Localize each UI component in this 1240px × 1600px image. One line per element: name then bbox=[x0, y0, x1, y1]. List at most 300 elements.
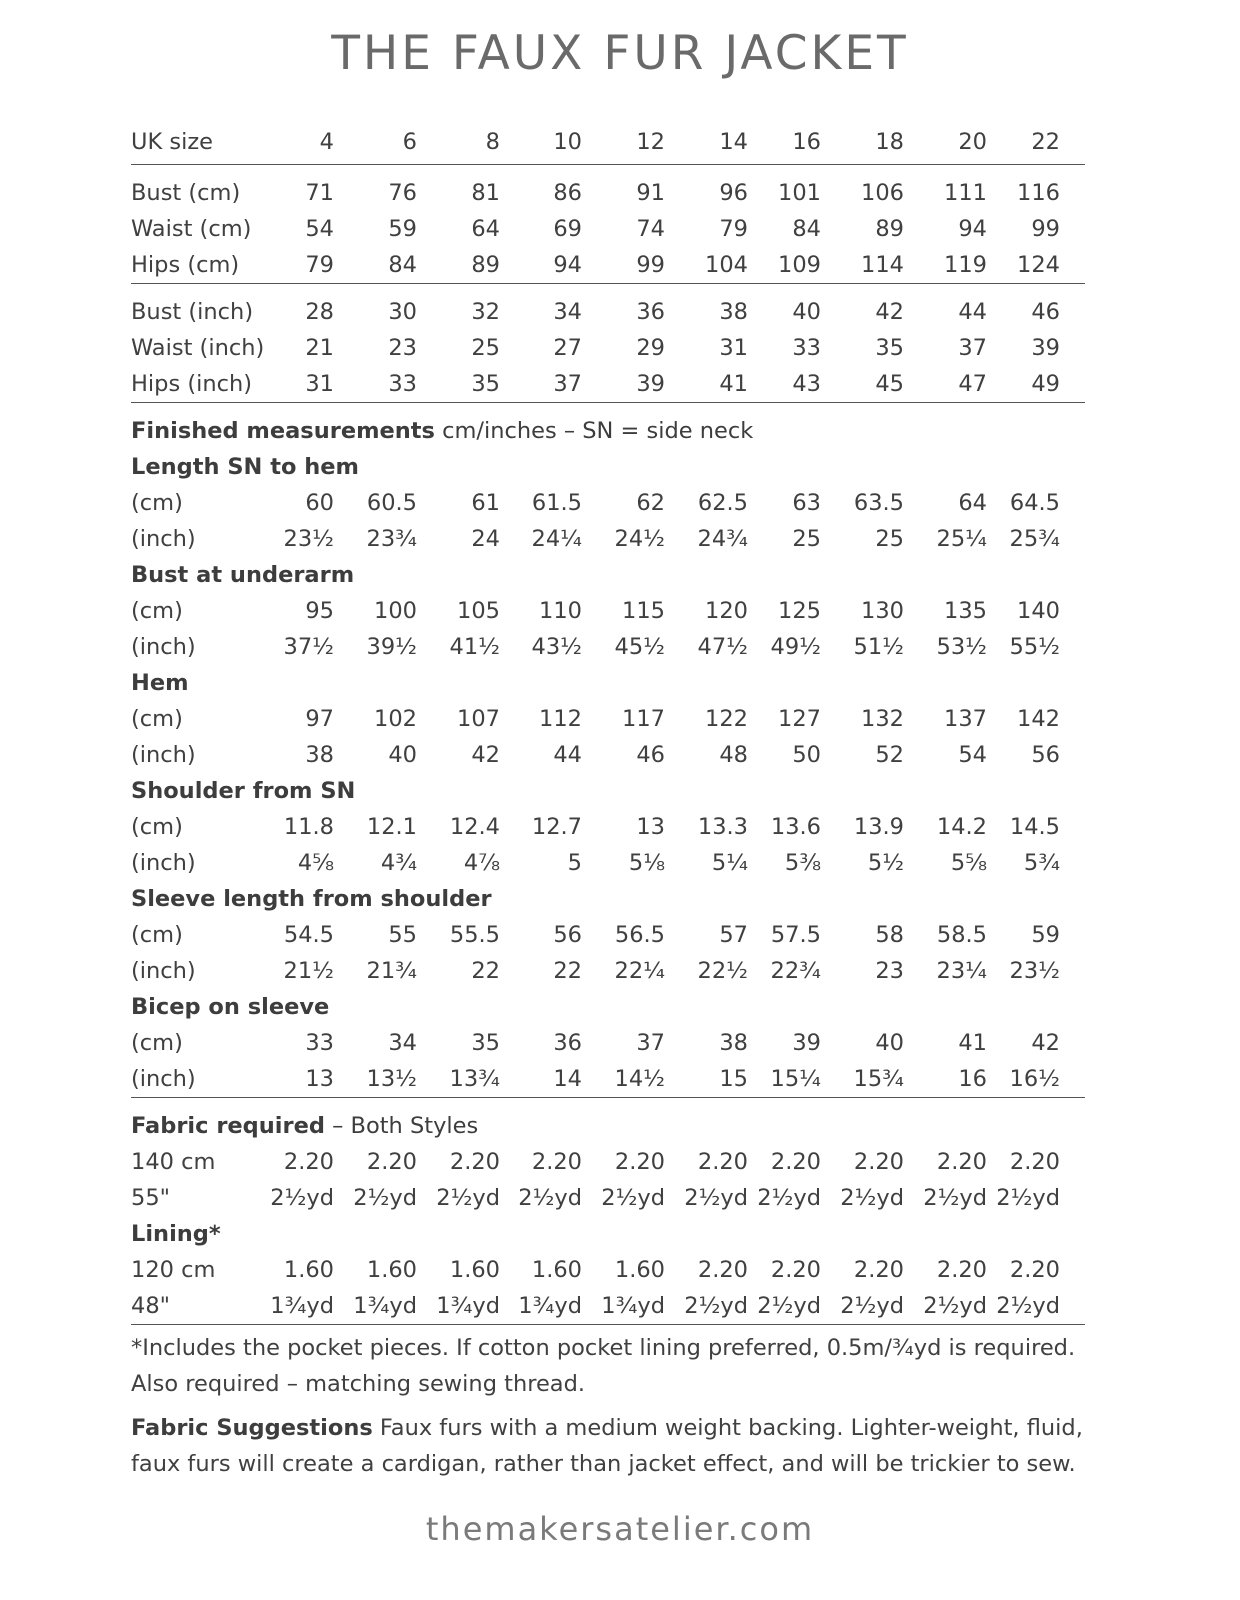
table-cell: 25 bbox=[471, 335, 500, 361]
table-cell: 23 bbox=[875, 958, 904, 984]
group-cm-row bbox=[131, 485, 1085, 521]
table-cell: 36 bbox=[553, 1030, 582, 1056]
table-cell: 64 bbox=[471, 216, 500, 242]
table-cell: 2.20 bbox=[283, 1149, 334, 1175]
table-cell: 89 bbox=[417, 247, 500, 284]
table-cell: 39 bbox=[1031, 335, 1060, 361]
table-cell: 14.2 bbox=[936, 814, 987, 840]
table-cell: 41 bbox=[958, 1030, 987, 1056]
row-label: Hips (cm) bbox=[131, 247, 270, 284]
table-cell: 46 bbox=[1031, 299, 1060, 325]
row-label: 55" bbox=[131, 1185, 170, 1211]
header-row bbox=[131, 120, 1085, 165]
table-cell: 54 bbox=[305, 216, 334, 242]
finished-heading-row bbox=[131, 403, 1085, 450]
table-cell-spacer bbox=[1060, 593, 1085, 629]
table-cell: 79 bbox=[719, 216, 748, 242]
footnote-line-1: *Includes the pocket pieces. If cotton pocket lining preferred, 0.5m/¾yd is required. bbox=[131, 1335, 1076, 1361]
table-cell: 2½yd bbox=[904, 1288, 987, 1325]
table-cell: 84 bbox=[792, 216, 821, 242]
table-cell: 1.60 bbox=[366, 1257, 417, 1283]
group-inch-row bbox=[131, 629, 1085, 665]
table-cell: 105 bbox=[457, 598, 500, 624]
table-cell: 2.20 bbox=[853, 1149, 904, 1175]
table-cell: 2.20 bbox=[853, 1257, 904, 1283]
table-cell: 1¾yd bbox=[417, 1288, 500, 1325]
table-cell: 109 bbox=[748, 247, 821, 284]
table-cell: 102 bbox=[374, 706, 417, 732]
table-cell: 63 bbox=[792, 490, 821, 516]
table-cell: 32 bbox=[471, 299, 500, 325]
table-cell: 20 bbox=[904, 120, 987, 165]
table-cell: 22 bbox=[553, 958, 582, 984]
table-cell: 54 bbox=[958, 742, 987, 768]
table-cell-spacer bbox=[1060, 1288, 1085, 1325]
table-cell: 42 bbox=[1031, 1030, 1060, 1056]
table-cell: 76 bbox=[388, 180, 417, 206]
table-cell: 15¼ bbox=[748, 1061, 821, 1098]
table-cell: 33 bbox=[792, 335, 821, 361]
finished-heading: Finished measurements bbox=[131, 418, 435, 444]
body-inch-row bbox=[131, 284, 1085, 331]
row-label: (inch) bbox=[131, 958, 196, 984]
group-inch-row bbox=[131, 1061, 1085, 1098]
table-cell: 1.60 bbox=[531, 1257, 582, 1283]
table-cell: 13 bbox=[636, 814, 665, 840]
table-cell: 33 bbox=[305, 1030, 334, 1056]
table-cell: 15¾ bbox=[821, 1061, 904, 1098]
table-cell: 13.3 bbox=[697, 814, 748, 840]
row-label: Sleeve length from shoulder bbox=[131, 886, 492, 912]
row-label: 120 cm bbox=[131, 1257, 216, 1283]
table-cell: 89 bbox=[875, 216, 904, 242]
table-cell: 37 bbox=[500, 366, 582, 403]
row-label: 140 cm bbox=[131, 1149, 216, 1175]
row-label: (inch) bbox=[131, 526, 196, 552]
table-cell: 53½ bbox=[936, 634, 987, 660]
table-cell: 18 bbox=[821, 120, 904, 165]
table-cell: 14 bbox=[500, 1061, 582, 1098]
fabric-heading: Fabric required bbox=[131, 1113, 325, 1139]
table-cell-spacer bbox=[1060, 284, 1085, 331]
table-cell: 6 bbox=[334, 120, 417, 165]
table-cell: 42 bbox=[471, 742, 500, 768]
table-cell: 21½ bbox=[283, 958, 334, 984]
body-cm-row bbox=[131, 247, 1085, 284]
table-cell: 81 bbox=[471, 180, 500, 206]
table-cell: 55.5 bbox=[449, 922, 500, 948]
table-cell-spacer bbox=[1060, 1252, 1085, 1288]
group-title-row bbox=[131, 449, 1085, 485]
table-cell: 61 bbox=[471, 490, 500, 516]
table-cell: 27 bbox=[553, 335, 582, 361]
table-cell-spacer bbox=[1060, 953, 1085, 989]
table-cell: 37 bbox=[958, 335, 987, 361]
row-label: Bicep on sleeve bbox=[131, 994, 330, 1020]
table-cell: 1¾yd bbox=[500, 1288, 582, 1325]
table-cell: 5¾ bbox=[1023, 850, 1060, 876]
table-cell: 43 bbox=[748, 366, 821, 403]
table-cell: 140 bbox=[1017, 598, 1060, 624]
group-title-row bbox=[131, 773, 1085, 809]
table-cell: 5⅝ bbox=[950, 850, 987, 876]
table-cell: 12 bbox=[582, 120, 665, 165]
row-label: Bust (cm) bbox=[131, 180, 241, 206]
table-cell: 2.20 bbox=[531, 1149, 582, 1175]
table-cell: 13 bbox=[270, 1061, 334, 1098]
table-cell: 14½ bbox=[582, 1061, 665, 1098]
body-inch-row bbox=[131, 366, 1085, 403]
table-cell: 110 bbox=[539, 598, 582, 624]
footer-website: themakersatelier.com bbox=[425, 1510, 815, 1548]
table-cell: 40 bbox=[388, 742, 417, 768]
table-cell-spacer bbox=[1060, 1061, 1085, 1098]
page-title: THE FAUX FUR JACKET bbox=[331, 26, 909, 81]
table-cell: 45 bbox=[821, 366, 904, 403]
table-cell: 62 bbox=[636, 490, 665, 516]
group-cm-row bbox=[131, 1025, 1085, 1061]
table-cell: 104 bbox=[665, 247, 748, 284]
table-cell: 45½ bbox=[614, 634, 665, 660]
row-label: (cm) bbox=[131, 922, 183, 948]
table-cell: 95 bbox=[305, 598, 334, 624]
table-cell: 60 bbox=[305, 490, 334, 516]
table-cell: 4⅝ bbox=[297, 850, 334, 876]
table-cell: 2.20 bbox=[614, 1149, 665, 1175]
table-cell: 16½ bbox=[987, 1061, 1060, 1098]
table-cell: 50 bbox=[792, 742, 821, 768]
group-inch-row bbox=[131, 521, 1085, 557]
table-cell: 5⅜ bbox=[784, 850, 821, 876]
row-label: (inch) bbox=[131, 850, 196, 876]
group-cm-row bbox=[131, 701, 1085, 737]
table-cell: 38 bbox=[719, 299, 748, 325]
table-cell: 71 bbox=[305, 180, 334, 206]
table-cell: 14.5 bbox=[1009, 814, 1060, 840]
table-cell: 29 bbox=[636, 335, 665, 361]
table-cell: 135 bbox=[944, 598, 987, 624]
table-cell: 15 bbox=[665, 1061, 748, 1098]
table-cell: 64.5 bbox=[1009, 490, 1060, 516]
table-cell: 2½yd bbox=[923, 1185, 987, 1211]
table-cell: 1¾yd bbox=[270, 1288, 334, 1325]
finished-heading-note: cm/inches – SN = side neck bbox=[434, 418, 754, 444]
row-label: Waist (inch) bbox=[131, 335, 265, 361]
table-cell: 2.20 bbox=[770, 1257, 821, 1283]
table-cell: 58 bbox=[875, 922, 904, 948]
table-cell: 130 bbox=[861, 598, 904, 624]
group-inch-row bbox=[131, 737, 1085, 773]
table-cell: 100 bbox=[374, 598, 417, 624]
table-cell: 41 bbox=[665, 366, 748, 403]
table-cell: 58.5 bbox=[936, 922, 987, 948]
body-inch-row bbox=[131, 330, 1085, 366]
body-cm-row bbox=[131, 165, 1085, 212]
table-cell: 33 bbox=[334, 366, 417, 403]
table-cell: 2.20 bbox=[936, 1149, 987, 1175]
table-cell: 112 bbox=[539, 706, 582, 732]
table-cell: 2½yd bbox=[757, 1185, 821, 1211]
row-label: (cm) bbox=[131, 490, 183, 516]
row-label bbox=[131, 403, 1060, 450]
row-label: Length SN to hem bbox=[131, 454, 359, 480]
group-cm-row bbox=[131, 593, 1085, 629]
table-cell: 12.1 bbox=[366, 814, 417, 840]
table-cell: 2½yd bbox=[684, 1185, 748, 1211]
table-cell: 24¼ bbox=[531, 526, 582, 552]
table-cell: 86 bbox=[553, 180, 582, 206]
table-cell: 119 bbox=[904, 247, 987, 284]
table-cell-spacer bbox=[1060, 211, 1085, 247]
fabric-suggestions-line-1: Faux furs with a medium weight backing. Lighter-weight, fluid, bbox=[372, 1415, 1083, 1441]
table-cell: 36 bbox=[636, 299, 665, 325]
row-label: Hips (inch) bbox=[131, 366, 270, 403]
table-cell: 2.20 bbox=[697, 1257, 748, 1283]
row-label: (inch) bbox=[131, 1061, 270, 1098]
table-cell: 25¼ bbox=[936, 526, 987, 552]
table-cell: 57.5 bbox=[770, 922, 821, 948]
table-cell: 22¼ bbox=[614, 958, 665, 984]
table-cell: 5 bbox=[567, 850, 582, 876]
table-cell: 47 bbox=[904, 366, 987, 403]
table-cell-spacer bbox=[1060, 809, 1085, 845]
table-cell: 2½yd bbox=[270, 1185, 334, 1211]
table-cell: 5¼ bbox=[711, 850, 748, 876]
table-cell: 2½yd bbox=[987, 1288, 1060, 1325]
table-cell: 25¾ bbox=[1009, 526, 1060, 552]
table-cell: 55 bbox=[388, 922, 417, 948]
table-cell: 2.20 bbox=[449, 1149, 500, 1175]
table-cell: 1.60 bbox=[614, 1257, 665, 1283]
table-cell-spacer bbox=[1060, 485, 1085, 521]
table-cell: 21 bbox=[305, 335, 334, 361]
table-cell: 54.5 bbox=[283, 922, 334, 948]
table-cell: 1¾yd bbox=[334, 1288, 417, 1325]
table-cell: 47½ bbox=[697, 634, 748, 660]
table-cell: 35 bbox=[875, 335, 904, 361]
table-cell: 120 bbox=[705, 598, 748, 624]
table-cell: 34 bbox=[388, 1030, 417, 1056]
table-cell: 97 bbox=[305, 706, 334, 732]
table-cell: 16 bbox=[748, 120, 821, 165]
body-cm-row bbox=[131, 211, 1085, 247]
group-title-row bbox=[131, 881, 1085, 917]
fabric-suggestions-line-2: faux furs will create a cardigan, rather than jacket effect, and will be trickier to sew. bbox=[131, 1451, 1076, 1477]
table-cell: 1¾yd bbox=[582, 1288, 665, 1325]
table-cell: 2½yd bbox=[996, 1185, 1060, 1211]
table-cell: 124 bbox=[987, 247, 1060, 284]
row-label: Shoulder from SN bbox=[131, 778, 356, 804]
table-cell-spacer bbox=[1060, 737, 1085, 773]
table-cell: 4 bbox=[270, 120, 334, 165]
table-cell: 31 bbox=[719, 335, 748, 361]
table-cell: 106 bbox=[861, 180, 904, 206]
table-cell: 2½yd bbox=[353, 1185, 417, 1211]
table-cell: 2½yd bbox=[601, 1185, 665, 1211]
group-cm-row bbox=[131, 809, 1085, 845]
table-cell: 35 bbox=[471, 1030, 500, 1056]
table-cell: 69 bbox=[553, 216, 582, 242]
table-cell-spacer bbox=[1060, 330, 1085, 366]
table-cell: 38 bbox=[719, 1030, 748, 1056]
table-cell: 56 bbox=[553, 922, 582, 948]
table-cell: 1.60 bbox=[283, 1257, 334, 1283]
table-cell: 101 bbox=[778, 180, 821, 206]
table-cell: 5⅛ bbox=[628, 850, 665, 876]
table-cell: 35 bbox=[417, 366, 500, 403]
table-cell: 2½yd bbox=[840, 1185, 904, 1211]
row-label: Lining* bbox=[131, 1221, 221, 1247]
table-cell: 56.5 bbox=[614, 922, 665, 948]
table-cell: 23¼ bbox=[936, 958, 987, 984]
row-label: (cm) bbox=[131, 1030, 183, 1056]
table-cell: 4⅞ bbox=[463, 850, 500, 876]
group-inch-row bbox=[131, 953, 1085, 989]
table-cell: 57 bbox=[719, 922, 748, 948]
table-cell: 116 bbox=[1017, 180, 1060, 206]
table-cell: 13¾ bbox=[417, 1061, 500, 1098]
group-inch-row bbox=[131, 845, 1085, 881]
table-cell: 49½ bbox=[770, 634, 821, 660]
table-cell: 2½yd bbox=[518, 1185, 582, 1211]
table-cell: 12.7 bbox=[531, 814, 582, 840]
table-cell: 37½ bbox=[283, 634, 334, 660]
row-label bbox=[131, 1098, 1060, 1145]
table-cell: 122 bbox=[705, 706, 748, 732]
table-cell: 56 bbox=[1031, 742, 1060, 768]
row-label: 48" bbox=[131, 1288, 270, 1325]
table-cell: 31 bbox=[270, 366, 334, 403]
table-cell: 4¾ bbox=[380, 850, 417, 876]
fabric-heading-row bbox=[131, 1098, 1085, 1145]
table-cell: 2½yd bbox=[436, 1185, 500, 1211]
table-cell: 23 bbox=[388, 335, 417, 361]
notes-section bbox=[131, 1330, 1091, 1482]
table-cell: 10 bbox=[500, 120, 582, 165]
lining-row bbox=[131, 1252, 1085, 1288]
table-cell: 2.20 bbox=[366, 1149, 417, 1175]
fabric-row bbox=[131, 1180, 1085, 1216]
table-cell: 79 bbox=[270, 247, 334, 284]
table-cell: 37 bbox=[636, 1030, 665, 1056]
row-label: (cm) bbox=[131, 706, 183, 732]
table-cell: 25 bbox=[875, 526, 904, 552]
table-cell: 34 bbox=[553, 299, 582, 325]
table-cell: 25 bbox=[792, 526, 821, 552]
table-cell-spacer bbox=[1060, 1180, 1085, 1216]
table-cell: 42 bbox=[875, 299, 904, 325]
table-cell: 23½ bbox=[1009, 958, 1060, 984]
row-label: Bust (inch) bbox=[131, 299, 254, 325]
table-cell: 59 bbox=[388, 216, 417, 242]
table-cell-spacer bbox=[1060, 366, 1085, 403]
table-cell: 2½yd bbox=[748, 1288, 821, 1325]
table-cell: 51½ bbox=[853, 634, 904, 660]
table-cell: 12.4 bbox=[449, 814, 500, 840]
row-label: UK size bbox=[131, 120, 270, 165]
table-cell: 11.8 bbox=[283, 814, 334, 840]
fabric-suggestions-heading: Fabric Suggestions bbox=[131, 1415, 373, 1441]
table-cell: 16 bbox=[904, 1061, 987, 1098]
table-cell: 114 bbox=[821, 247, 904, 284]
fabric-heading-note: – Both Styles bbox=[324, 1113, 479, 1139]
table-cell: 59 bbox=[1031, 922, 1060, 948]
size-chart-table bbox=[131, 120, 1085, 1325]
table-cell: 137 bbox=[944, 706, 987, 732]
table-cell: 23½ bbox=[283, 526, 334, 552]
table-cell: 2½yd bbox=[665, 1288, 748, 1325]
table-cell: 2.20 bbox=[770, 1149, 821, 1175]
table-cell: 2.20 bbox=[1009, 1257, 1060, 1283]
table-cell: 41½ bbox=[449, 634, 500, 660]
table-cell-spacer bbox=[1060, 917, 1085, 953]
table-cell-spacer bbox=[1060, 701, 1085, 737]
table-cell-spacer bbox=[1060, 247, 1085, 284]
table-cell-spacer bbox=[1060, 165, 1085, 212]
row-label: Waist (cm) bbox=[131, 216, 252, 242]
row-label: Hem bbox=[131, 670, 189, 696]
table-cell-spacer bbox=[1060, 521, 1085, 557]
table-cell-spacer bbox=[1060, 845, 1085, 881]
fabric-row bbox=[131, 1144, 1085, 1180]
table-cell: 2.20 bbox=[697, 1149, 748, 1175]
table-cell: 64 bbox=[958, 490, 987, 516]
footnote-line-2: Also required – matching sewing thread. bbox=[131, 1371, 586, 1397]
table-cell: 48 bbox=[719, 742, 748, 768]
table-cell: 39½ bbox=[366, 634, 417, 660]
table-cell: 117 bbox=[622, 706, 665, 732]
table-cell: 61.5 bbox=[531, 490, 582, 516]
row-label: (cm) bbox=[131, 814, 183, 840]
table-cell: 62.5 bbox=[697, 490, 748, 516]
table-cell: 127 bbox=[778, 706, 821, 732]
table-cell: 1.60 bbox=[449, 1257, 500, 1283]
table-cell: 21¾ bbox=[366, 958, 417, 984]
table-cell: 44 bbox=[958, 299, 987, 325]
table-cell: 24 bbox=[471, 526, 500, 552]
table-cell: 2.20 bbox=[936, 1257, 987, 1283]
table-cell: 43½ bbox=[531, 634, 582, 660]
table-cell: 13½ bbox=[334, 1061, 417, 1098]
row-label: (cm) bbox=[131, 598, 183, 624]
table-cell: 91 bbox=[636, 180, 665, 206]
table-cell: 94 bbox=[500, 247, 582, 284]
table-cell: 39 bbox=[582, 366, 665, 403]
table-cell: 52 bbox=[875, 742, 904, 768]
table-cell: 132 bbox=[861, 706, 904, 732]
table-cell: 96 bbox=[719, 180, 748, 206]
fabric-suggestions bbox=[131, 1410, 1091, 1482]
table-cell: 142 bbox=[1017, 706, 1060, 732]
table-cell-spacer bbox=[1060, 1144, 1085, 1180]
table-cell: 13.9 bbox=[853, 814, 904, 840]
table-cell: 60.5 bbox=[366, 490, 417, 516]
row-label: (inch) bbox=[131, 634, 196, 660]
table-cell: 125 bbox=[778, 598, 821, 624]
table-cell: 63.5 bbox=[853, 490, 904, 516]
table-cell: 39 bbox=[792, 1030, 821, 1056]
lining-footnote bbox=[131, 1330, 1091, 1402]
lining-heading-row bbox=[131, 1216, 1085, 1252]
table-cell: 107 bbox=[457, 706, 500, 732]
table-cell: 44 bbox=[553, 742, 582, 768]
table-cell: 55½ bbox=[1009, 634, 1060, 660]
table-cell: 111 bbox=[944, 180, 987, 206]
table-cell: 84 bbox=[334, 247, 417, 284]
table-cell: 30 bbox=[388, 299, 417, 325]
table-cell: 24¾ bbox=[697, 526, 748, 552]
table-cell: 94 bbox=[958, 216, 987, 242]
